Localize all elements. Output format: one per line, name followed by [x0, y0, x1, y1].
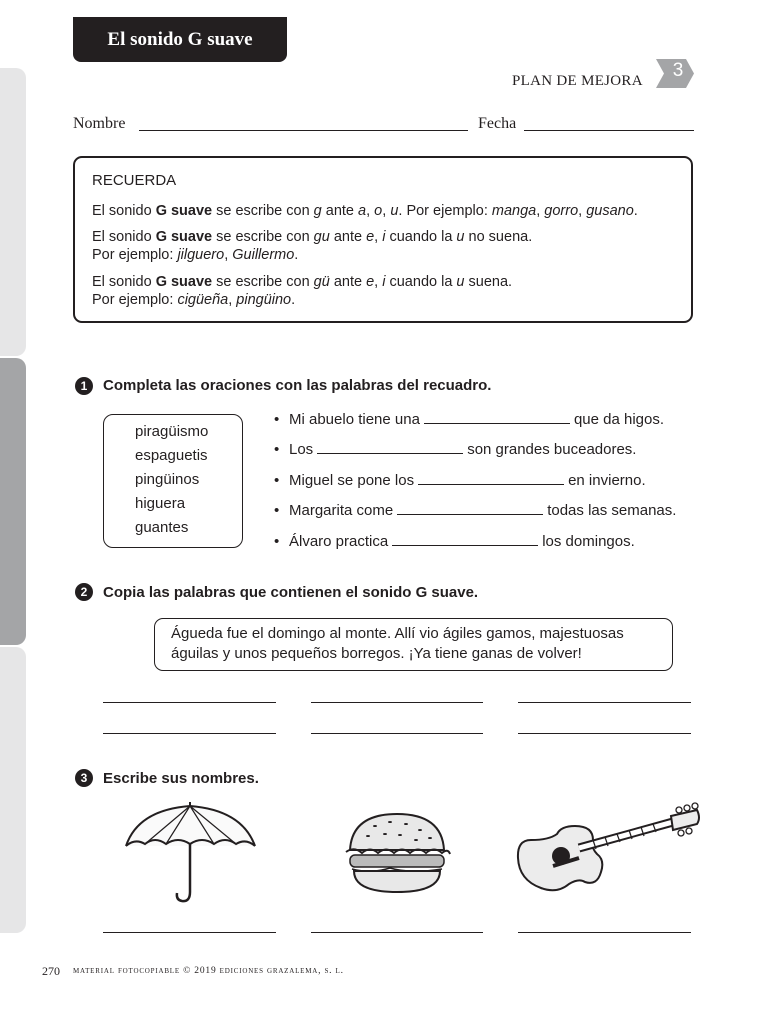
answer-blank[interactable] [418, 472, 564, 485]
exercise-3-number: 3 [75, 769, 93, 787]
exercise-2-instruction: Copia las palabras que contienen el sonido G suave. [103, 584, 479, 601]
name-field[interactable] [139, 130, 468, 131]
footer-copyright: material fotocopiable © 2019 ediciones grazalema, s. l. [73, 966, 344, 976]
answer-line[interactable] [518, 702, 691, 703]
text-box [154, 618, 673, 671]
answer-blank[interactable] [424, 411, 570, 424]
hamburger-icon [340, 808, 454, 898]
answer-line[interactable] [311, 733, 483, 734]
text-line-1: Águeda fue el domingo al monte. Allí vio ágiles gamos, majestuosas [171, 625, 624, 642]
exercise-1-instruction: Completa las oraciones con las palabras del recuadro. [103, 377, 492, 394]
rule-gu: El sonido G suave se escribe con gu ante e, i cuando la u no suena. [92, 229, 533, 245]
rule-gu-dieresis: El sonido G suave se escribe con gü ante e, i cuando la u suena. [92, 274, 513, 290]
sentence-1: • Mi abuelo tiene una que da higos. [274, 411, 665, 428]
sentence-4: • Margarita come todas las semanas. [274, 502, 677, 519]
rule-gu-example: Por ejemplo: jilguero, Guillermo. [92, 247, 299, 263]
rule-g: El sonido G suave se escribe con g ante a, o, u. Por ejemplo: manga, gorro, gusano. [92, 203, 638, 219]
answer-line[interactable] [103, 733, 276, 734]
answer-line-guitar[interactable] [518, 932, 691, 933]
exercise-2-number: 2 [75, 583, 93, 601]
sentence-2: • Los son grandes buceadores. [274, 441, 637, 458]
answer-line[interactable] [311, 702, 483, 703]
umbrella-icon [118, 800, 263, 906]
answer-line[interactable] [103, 702, 276, 703]
word-item: higuera [135, 495, 186, 512]
page-number: 270 [42, 964, 60, 978]
answer-line-umbrella[interactable] [103, 932, 276, 933]
page-title: El sonido G suave [73, 17, 287, 62]
answer-line-hamburger[interactable] [311, 932, 483, 933]
word-item: guantes [135, 519, 189, 536]
plan-number: 3 [672, 60, 684, 81]
guitar-icon [513, 800, 703, 900]
word-box [103, 414, 243, 548]
rule-gu-dieresis-example: Por ejemplo: cigüeña, pingüino. [92, 292, 296, 308]
answer-blank[interactable] [317, 441, 463, 454]
sentence-5: • Álvaro practica los domingos. [274, 533, 635, 550]
word-item: pingüinos [135, 471, 200, 488]
plan-label: PLAN DE MEJORA [512, 73, 643, 89]
date-field[interactable] [524, 130, 694, 131]
word-item: espaguetis [135, 447, 208, 464]
text-line-2: águilas y unos pequeños borregos. ¡Ya tiene ganas de volver! [171, 645, 582, 662]
answer-blank[interactable] [397, 502, 543, 515]
sentence-3: • Miguel se pone los en invierno. [274, 472, 646, 489]
side-tab-top [0, 68, 26, 356]
word-item: piragüismo [135, 423, 209, 440]
answer-line[interactable] [518, 733, 691, 734]
side-tab-bottom [0, 647, 26, 933]
date-label: Fecha [478, 115, 517, 132]
name-label: Nombre [73, 115, 126, 132]
remember-box [73, 156, 693, 323]
answer-blank[interactable] [392, 533, 538, 546]
remember-heading: RECUERDA [92, 172, 177, 189]
exercise-3-instruction: Escribe sus nombres. [103, 770, 259, 787]
exercise-1-number: 1 [75, 377, 93, 395]
side-tab-middle [0, 358, 26, 645]
